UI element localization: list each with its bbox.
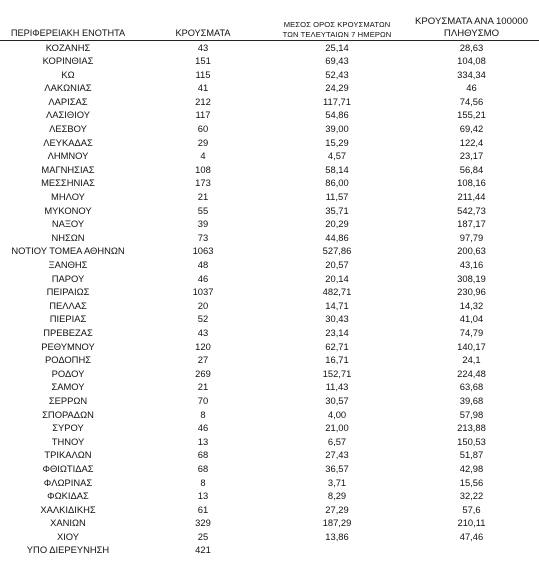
cell-region: ΠΡΕΒΕΖΑΣ bbox=[43, 326, 93, 338]
cell-per-100k: 74,79 bbox=[459, 326, 484, 338]
cell-avg-7-days: 36,57 bbox=[325, 462, 349, 474]
cell-cases: 20 bbox=[197, 299, 209, 311]
header-region: ΠΕΡΙΦΕΡΕΙΑΚΗ ΕΝΟΤΗΤΑ bbox=[0, 0, 136, 40]
cell-per-100k: 51,87 bbox=[459, 449, 484, 461]
table-row bbox=[0, 530, 539, 544]
cell-cases: 117 bbox=[195, 109, 211, 121]
cell-avg-7-days: 527,86 bbox=[322, 245, 352, 257]
table-row bbox=[0, 435, 539, 449]
header-avg-7-days: ΜΕΣΟΣ ΟΡΟΣ ΚΡΟΥΣΜΑΤΩΝ ΤΩΝ ΤΕΛΕΥΤΑΙΩΝ 7 ΗΜΕΡΩΝ bbox=[270, 0, 404, 40]
cell-region: ΠΕΙΡΑΙΩΣ bbox=[46, 286, 90, 298]
cell-cases: 115 bbox=[195, 68, 211, 80]
cell-per-100k: 122,4 bbox=[459, 136, 484, 148]
cell-avg-7-days: 20,14 bbox=[325, 272, 349, 284]
cell-cases: 13 bbox=[197, 435, 209, 447]
cell-per-100k: 57,6 bbox=[462, 503, 481, 515]
cell-cases: 52 bbox=[197, 313, 209, 325]
cell-per-100k: 230,96 bbox=[457, 286, 486, 298]
cell-avg-7-days: 8,29 bbox=[327, 490, 347, 502]
cell-avg-7-days: 3,71 bbox=[327, 476, 347, 488]
table-row bbox=[0, 204, 539, 218]
cell-region: ΛΕΣΒΟΥ bbox=[49, 123, 87, 135]
cell-avg-7-days: 23,14 bbox=[325, 326, 349, 338]
table-row bbox=[0, 217, 539, 231]
cell-avg-7-days: 14,71 bbox=[325, 299, 349, 311]
cell-cases: 8 bbox=[200, 408, 206, 420]
table-row bbox=[0, 340, 539, 354]
table-row bbox=[0, 122, 539, 136]
cell-per-100k: 211,44 bbox=[457, 191, 486, 203]
cell-cases: 421 bbox=[195, 544, 211, 556]
cell-cases: 46 bbox=[197, 422, 209, 434]
cell-per-100k: 42,98 bbox=[459, 462, 484, 474]
cell-per-100k: 39,68 bbox=[459, 394, 484, 406]
cell-region: ΦΩΚΙΔΑΣ bbox=[47, 490, 89, 502]
table-row bbox=[0, 516, 539, 530]
cell-avg-7-days: 30,57 bbox=[325, 394, 349, 406]
cell-region: ΥΠΟ ΔΙΕΡΕΥΝΗΣΗ bbox=[26, 544, 110, 556]
cell-avg-7-days: 21,00 bbox=[325, 422, 349, 434]
cell-per-100k: 187,17 bbox=[457, 218, 486, 230]
cell-avg-7-days: 15,29 bbox=[325, 136, 349, 148]
header-cases: ΚΡΟΥΣΜΑΤΑ bbox=[136, 0, 270, 40]
table-row bbox=[0, 149, 539, 163]
cell-region: ΦΘΙΩΤΙΔΑΣ bbox=[42, 462, 94, 474]
cell-cases: 13 bbox=[197, 490, 209, 502]
cell-region: ΝΟΤΙΟΥ ΤΟΜΕΑ ΑΘΗΝΩΝ bbox=[11, 245, 125, 257]
cell-avg-7-days: 152,71 bbox=[322, 367, 352, 379]
cell-per-100k: 74,56 bbox=[459, 95, 484, 107]
cell-region: ΜΑΓΝΗΣΙΑΣ bbox=[41, 163, 95, 175]
cell-region: ΧΑΝΙΩΝ bbox=[50, 517, 86, 529]
cell-avg-7-days: 58,14 bbox=[325, 163, 349, 175]
cell-per-100k: 28,63 bbox=[459, 41, 484, 53]
cell-avg-7-days: 187,29 bbox=[322, 517, 352, 529]
cell-per-100k: 41,04 bbox=[459, 313, 484, 325]
cell-cases: 21 bbox=[197, 191, 209, 203]
cell-region: ΣΥΡΟΥ bbox=[52, 422, 84, 434]
cell-region: ΧΑΛΚΙΔΙΚΗΣ bbox=[40, 503, 96, 515]
cell-region: ΡΕΘΥΜΝΟΥ bbox=[41, 340, 95, 352]
cell-region: ΛΗΜΝΟΥ bbox=[47, 150, 89, 162]
cell-avg-7-days: 54,86 bbox=[325, 109, 349, 121]
cell-cases: 29 bbox=[197, 136, 209, 148]
table-row bbox=[0, 40, 539, 54]
cell-region: ΜΥΚΟΝΟΥ bbox=[44, 204, 92, 216]
cell-avg-7-days: 27,29 bbox=[325, 503, 349, 515]
cell-per-100k: 104,08 bbox=[457, 55, 486, 67]
cell-per-100k: 32,22 bbox=[459, 490, 484, 502]
cell-avg-7-days: 117,71 bbox=[323, 95, 351, 107]
table-row bbox=[0, 503, 539, 517]
cell-cases: 25 bbox=[197, 530, 209, 542]
cell-per-100k: 46 bbox=[466, 82, 477, 94]
cell-cases: 60 bbox=[197, 123, 209, 135]
table-row bbox=[0, 367, 539, 381]
cell-cases: 4 bbox=[200, 150, 206, 162]
cell-cases: 39 bbox=[197, 218, 209, 230]
cell-region: ΚΟΖΑΝΗΣ bbox=[45, 41, 91, 53]
cell-region: ΦΛΩΡΙΝΑΣ bbox=[43, 476, 93, 488]
cell-avg-7-days: 482,71 bbox=[322, 286, 352, 298]
cell-cases: 151 bbox=[195, 55, 211, 67]
cell-cases: 108 bbox=[195, 163, 211, 175]
cell-cases: 73 bbox=[197, 231, 209, 243]
cell-cases: 55 bbox=[197, 204, 209, 216]
cell-cases: 212 bbox=[195, 95, 211, 107]
table-row bbox=[0, 326, 539, 340]
cell-per-100k: 108,16 bbox=[457, 177, 486, 189]
table-row bbox=[0, 136, 539, 150]
cell-per-100k: 47,46 bbox=[459, 530, 484, 542]
cell-avg-7-days: 4,00 bbox=[327, 408, 347, 420]
table-row bbox=[0, 108, 539, 122]
cell-region: ΝΑΞΟΥ bbox=[51, 218, 85, 230]
cell-per-100k: 213,88 bbox=[457, 422, 486, 434]
table-row bbox=[0, 462, 539, 476]
table-row bbox=[0, 489, 539, 503]
cell-per-100k: 224,48 bbox=[457, 367, 486, 379]
cell-cases: 41 bbox=[197, 82, 209, 94]
cell-avg-7-days: 16,71 bbox=[325, 354, 349, 366]
cell-cases: 61 bbox=[197, 503, 209, 515]
cell-cases: 43 bbox=[197, 41, 209, 53]
cell-avg-7-days: 13,86 bbox=[325, 530, 349, 542]
cell-avg-7-days: 11,43 bbox=[325, 381, 349, 393]
cell-cases: 173 bbox=[195, 177, 211, 189]
cell-per-100k: 150,53 bbox=[457, 435, 486, 447]
cell-region: ΛΑΣΙΘΙΟΥ bbox=[45, 109, 91, 121]
table-row bbox=[0, 353, 539, 367]
cell-region: ΞΑΝΘΗΣ bbox=[48, 259, 88, 270]
cell-avg-7-days: 44,86 bbox=[325, 231, 349, 243]
table-body bbox=[0, 40, 539, 557]
cell-avg-7-days: 27,43 bbox=[325, 449, 349, 461]
cell-avg-7-days: 86,00 bbox=[325, 177, 349, 189]
cell-region: ΚΩ bbox=[61, 68, 75, 80]
cell-per-100k: 23,17 bbox=[459, 150, 484, 162]
cell-avg-7-days: 30,43 bbox=[325, 313, 349, 325]
cell-per-100k: 43,16 bbox=[459, 259, 484, 270]
cell-per-100k: 210,11 bbox=[457, 517, 486, 529]
cell-region: ΡΟΔΟΥ bbox=[51, 367, 85, 379]
cell-avg-7-days: 39,00 bbox=[325, 123, 349, 135]
cell-region: ΛΕΥΚΑΔΑΣ bbox=[43, 136, 93, 148]
cell-avg-7-days: 20,29 bbox=[325, 218, 349, 230]
table-row bbox=[0, 448, 539, 462]
table-row bbox=[0, 408, 539, 422]
cell-region: ΣΕΡΡΩΝ bbox=[48, 394, 88, 406]
cell-avg-7-days: 6,57 bbox=[327, 435, 347, 447]
header-cases-per-100k: ΚΡΟΥΣΜΑΤΑ ΑΝΑ 100000 ΠΛΗΘΥΣΜΟ bbox=[404, 0, 539, 40]
cell-avg-7-days: 52,43 bbox=[325, 68, 349, 80]
cell-per-100k: 542,73 bbox=[457, 204, 486, 216]
table-row bbox=[0, 163, 539, 177]
cell-region: ΛΑΡΙΣΑΣ bbox=[48, 95, 88, 107]
cell-avg-7-days: 62,71 bbox=[325, 340, 349, 352]
cell-per-100k: 69,42 bbox=[459, 123, 484, 135]
cell-cases: 68 bbox=[197, 449, 209, 461]
cell-per-100k: 57,98 bbox=[459, 408, 484, 420]
cell-region: ΡΟΔΟΠΗΣ bbox=[44, 354, 92, 366]
cell-region: ΣΠΟΡΑΔΩΝ bbox=[42, 408, 94, 420]
cell-cases: 1037 bbox=[192, 286, 214, 298]
cell-region: ΤΗΝΟΥ bbox=[51, 435, 85, 447]
cell-avg-7-days: 20,57 bbox=[325, 259, 349, 270]
cell-cases: 1063 bbox=[192, 245, 214, 257]
cell-avg-7-days bbox=[270, 543, 404, 557]
cell-avg-7-days: 4,57 bbox=[327, 150, 347, 162]
table-row bbox=[0, 190, 539, 204]
cell-cases: 70 bbox=[197, 394, 209, 406]
table-row bbox=[0, 476, 539, 490]
cell-region: ΧΙΟΥ bbox=[56, 530, 80, 542]
cell-cases: 46 bbox=[197, 272, 209, 284]
cell-cases: 8 bbox=[200, 476, 206, 488]
cell-per-100k: 200,63 bbox=[457, 245, 486, 257]
table-row bbox=[0, 272, 539, 286]
cell-per-100k: 334,34 bbox=[457, 68, 486, 80]
table-row bbox=[0, 81, 539, 95]
cell-region: ΜΕΣΣΗΝΙΑΣ bbox=[41, 177, 95, 189]
cell-cases: 21 bbox=[197, 381, 209, 393]
cell-avg-7-days: 69,43 bbox=[325, 55, 349, 67]
cell-cases: 48 bbox=[197, 259, 209, 270]
cell-avg-7-days: 11,57 bbox=[325, 191, 349, 203]
cell-cases: 27 bbox=[197, 354, 209, 366]
cell-cases: 329 bbox=[195, 517, 211, 529]
cell-per-100k: 155,21 bbox=[457, 109, 486, 121]
cell-region: ΠΕΛΛΑΣ bbox=[49, 299, 87, 311]
table-header bbox=[0, 0, 539, 40]
table-row bbox=[0, 394, 539, 408]
table-row bbox=[0, 244, 539, 258]
table-row bbox=[0, 68, 539, 82]
cell-region: ΚΟΡΙΝΘΙΑΣ bbox=[42, 55, 94, 67]
cell-region: ΣΑΜΟΥ bbox=[51, 381, 85, 393]
cell-per-100k: 56,84 bbox=[459, 163, 484, 175]
cell-per-100k: 15,56 bbox=[459, 476, 484, 488]
table-row bbox=[0, 380, 539, 394]
cell-avg-7-days: 25,14 bbox=[325, 41, 349, 53]
cell-region: ΜΗΛΟΥ bbox=[51, 191, 85, 203]
table-row bbox=[0, 231, 539, 245]
cell-cases: 43 bbox=[197, 326, 209, 338]
cell-per-100k: 97,79 bbox=[459, 231, 484, 243]
cell-avg-7-days: 24,29 bbox=[325, 82, 349, 94]
table-row bbox=[0, 176, 539, 190]
cell-region: ΤΡΙΚΑΛΩΝ bbox=[44, 449, 92, 461]
table-row bbox=[0, 543, 539, 557]
table-row bbox=[0, 421, 539, 435]
cell-cases: 269 bbox=[195, 367, 211, 379]
cell-per-100k: 63,68 bbox=[459, 381, 484, 393]
cell-region: ΝΗΣΩΝ bbox=[51, 231, 85, 243]
table-row bbox=[0, 312, 539, 326]
cell-per-100k: 308,19 bbox=[457, 272, 486, 284]
cell-per-100k: 24,1 bbox=[462, 354, 481, 366]
cell-per-100k bbox=[404, 543, 539, 557]
cell-per-100k: 14,32 bbox=[459, 299, 484, 311]
cell-per-100k: 140,17 bbox=[457, 340, 486, 352]
table-row bbox=[0, 54, 539, 68]
cell-avg-7-days: 35,71 bbox=[325, 204, 349, 216]
cell-cases: 120 bbox=[195, 340, 211, 352]
table-row bbox=[0, 299, 539, 313]
cell-cases: 68 bbox=[197, 462, 209, 474]
table-row bbox=[0, 95, 539, 109]
table-row bbox=[0, 258, 539, 272]
cell-region: ΠΑΡΟΥ bbox=[51, 272, 85, 284]
cell-region: ΛΑΚΩΝΙΑΣ bbox=[44, 82, 92, 94]
cell-region: ΠΙΕΡΙΑΣ bbox=[49, 313, 87, 325]
table-row bbox=[0, 285, 539, 299]
